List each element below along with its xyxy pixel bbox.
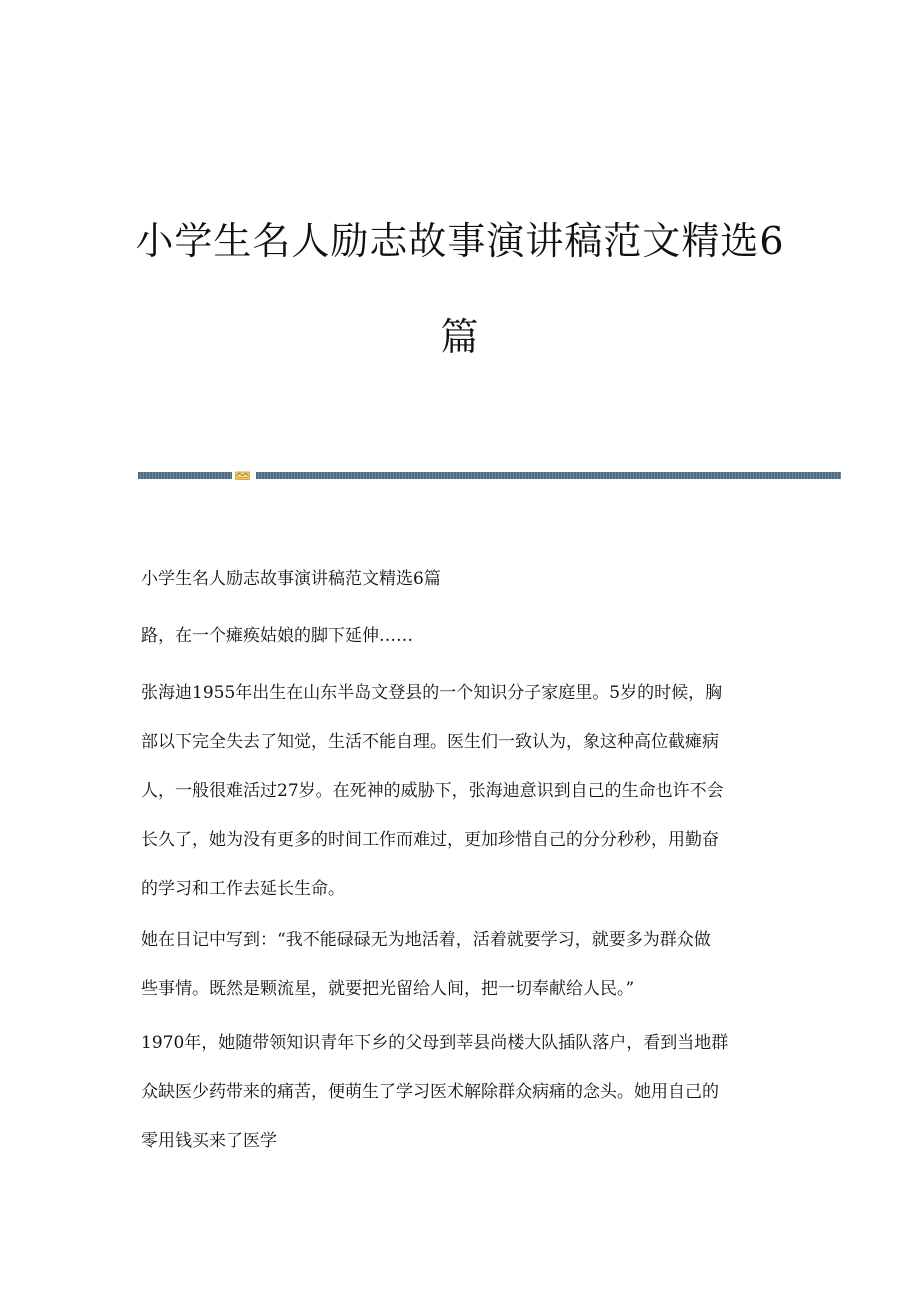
paragraph-line: 部以下完全失去了知觉，生活不能自理。医生们一致认为，象这种高位截瘫病 [141,732,719,752]
paragraph-line: 长久了，她为没有更多的时间工作而难过，更加珍惜自己的分分秒秒，用勤奋 [141,830,719,850]
paragraph-diary-quote [141,928,781,1002]
paragraph-biography [141,681,781,902]
paragraph-1970 [141,1031,781,1154]
paragraph-line: 1970年，她随带领知识青年下乡的父母到莘县尚楼大队插队落户，看到当地群 [141,1033,729,1053]
document-subtitle: 小学生名人励志故事演讲稿范文精选6篇 [141,569,441,589]
crown-ornament-icon [235,470,250,480]
paragraph-line: 众缺医少药带来的痛苦，便萌生了学习医术解除群众病痛的念头。她用自己的 [141,1082,719,1102]
document-title-line-2: 篇 [440,315,480,359]
document-title-line-1: 小学生名人励志故事演讲稿范文精选6 [135,219,785,263]
title-divider [138,470,841,480]
paragraph-line: 零用钱买来了医学 [141,1131,277,1151]
paragraph-line: 人，一般很难活过27岁。在死神的威胁下，张海迪意识到自己的生命也许不会 [141,781,724,801]
paragraph-line: 的学习和工作去延长生命。 [141,879,345,899]
paragraph-line: 张海迪1955年出生在山东半岛文登县的一个知识分子家庭里。5岁的时候，胸 [141,683,723,703]
paragraph-road: 路，在一个瘫痪姑娘的脚下延伸…… [141,626,413,646]
divider-bar-left [138,472,232,479]
divider-bar-right [256,472,841,479]
paragraph-line: 她在日记中写到：“我不能碌碌无为地活着，活着就要学习，就要多为群众做 [141,930,711,950]
paragraph-line: 些事情。既然是颗流星，就要把光留给人间，把一切奉献给人民。” [141,979,635,999]
